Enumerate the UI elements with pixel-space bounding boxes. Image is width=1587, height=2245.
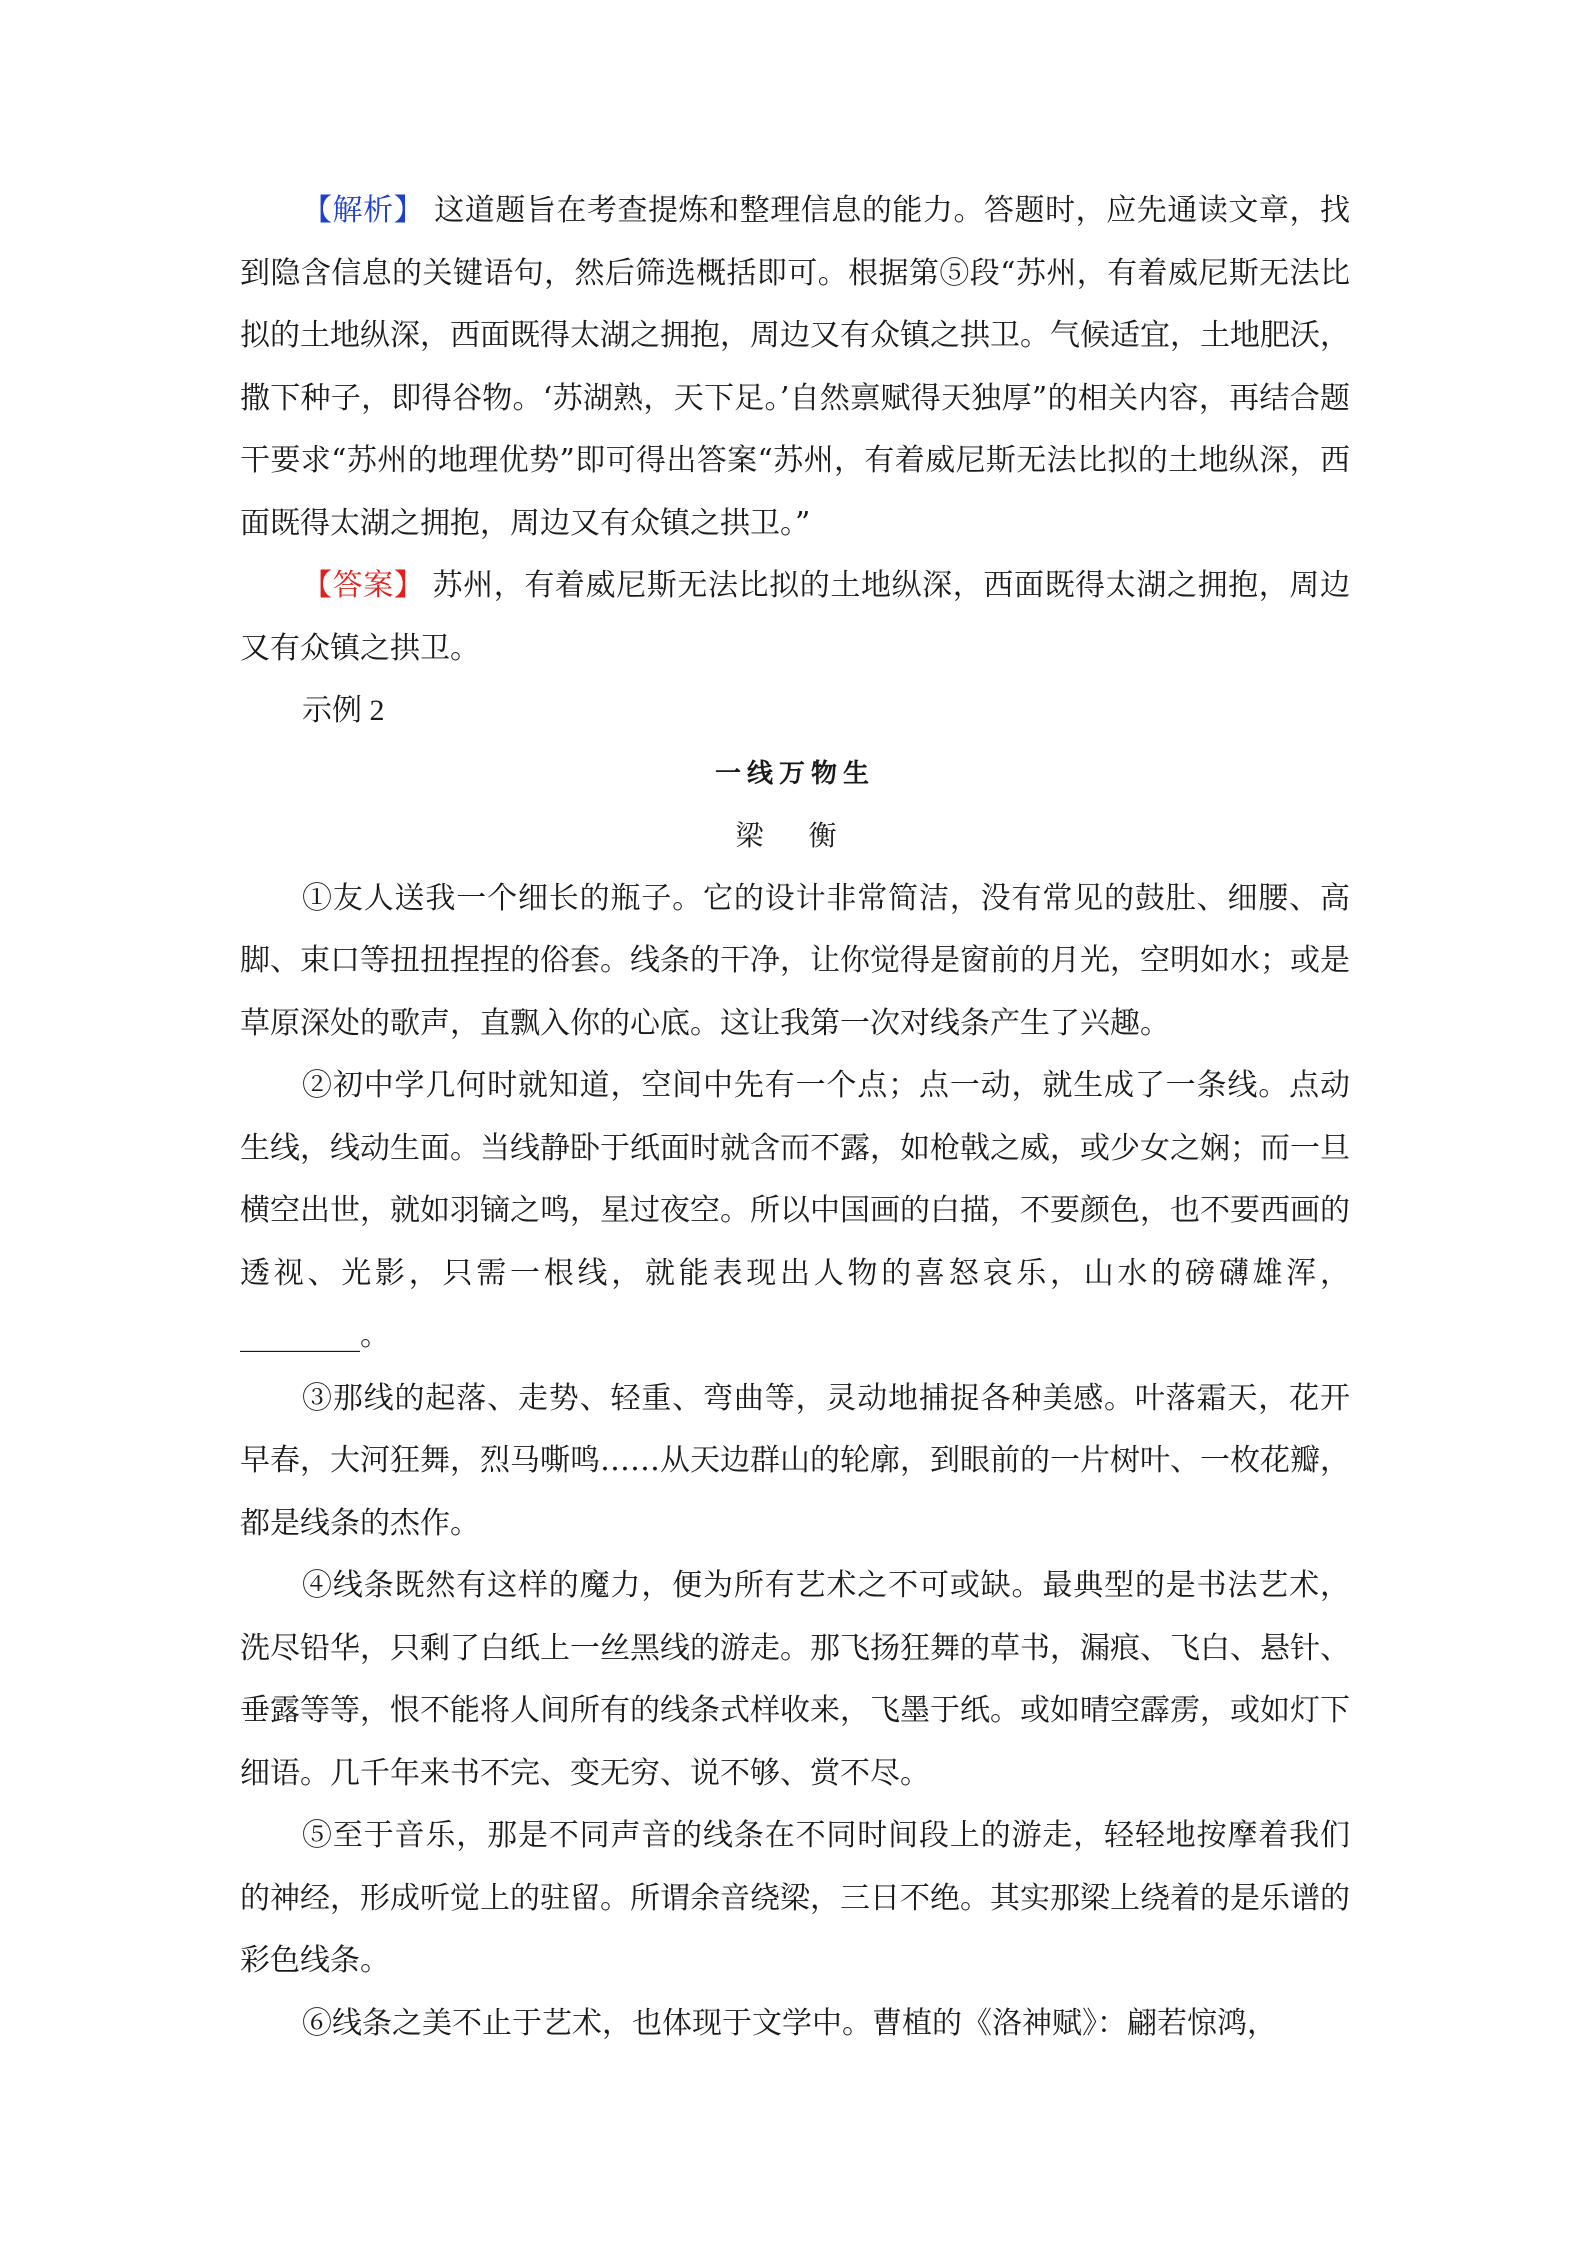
answer-paragraph [240, 555, 1350, 680]
article-author: 梁 衡 [735, 819, 855, 852]
answer-text: 苏州，有着威尼斯无法比拟的土地纵深，西面既得太湖之拥抱，周边又有众镇之拱卫。 [240, 569, 1351, 665]
article-paragraph-4: ④线条既然有这样的魔力，便为所有艺术之不可或缺。最典型的是书法艺术，洗尽铅华，只剩了白纸上一丝黑线的游走。那飞扬狂舞的草书，漏痕、飞白、悬针、垂露等等，恨不能将人间所有的线条式样收来，飞墨于纸。或如晴空霹雳，或如灯下细语。几千年来书不完、变无穷、说不够、赏不尽。 [240, 1568, 1350, 1791]
article-paragraph-2: ②初中学几何时就知道，空间中先有一个点；点一动，就生成了一条线。点动生线，线动生面。当线静卧于纸面时就含而不露，如枪戟之威，或少女之娴；而一旦横空出世，就如羽镝之鸣，星过夜空。所以中国画的白描，不要颜色，也不要西画的透视、光影，只需一根线，就能表现出人物的喜怒哀乐，山水的磅礴雄浑，________。 [240, 1068, 1350, 1353]
article-paragraph-5: ⑤至于音乐，那是不同声音的线条在不同时间段上的游走，轻轻地按摩着我们的神经，形成听觉上的驻留。所谓余音绕梁，三日不绝。其实那梁上绕着的是乐谱的彩色线条。 [240, 1818, 1350, 1978]
analysis-paragraph [240, 180, 1350, 555]
article-paragraph-3: ③那线的起落、走势、轻重、弯曲等，灵动地捕捉各种美感。叶落霜天，花开早春，大河狂舞，烈马嘶鸣……从天边群山的轮廓，到眼前的一片树叶、一枚花瓣，都是线条的杰作。 [240, 1380, 1350, 1541]
example-label: 示例 2 [302, 694, 385, 727]
article-paragraph-1: ①友人送我一个细长的瓶子。它的设计非常简洁，没有常见的鼓肚、细腰、高脚、束口等扭扭捏捏的俗套。线条的干净，让你觉得是窗前的月光，空明如水；或是草原深处的歌声，直飘入你的心底。这让我第一次对线条产生了兴趣。 [240, 880, 1350, 1041]
article-paragraph-6: ⑥线条之美不止于艺术，也体现于文学中。曹植的《洛神赋》：翩若惊鸿， [302, 2005, 1277, 2041]
article-title: 一线万物生 [714, 758, 875, 789]
analysis-text: 这道题旨在考查提炼和整理信息的能力。答题时，应先通读文章，找到隐含信息的关键语句，然后筛选概括即可。根据第⑤段“苏州，有着威尼斯无法比拟的土地纵深，西面既得太湖之拥抱，周边又有众镇之拱卫。气候适宜，土地肥沃，撒下种子，即得谷物。‘苏湖熟，天下足。’自然禀赋得天独厚”的相关内容，再结合题干要求“苏州的地理优势”即可得出答案“苏州，有着威尼斯无法比拟的土地纵深，西面既得太湖之拥抱，周边又有众镇之拱卫。” [240, 193, 1350, 541]
analysis-label: 【解析】 [302, 193, 425, 228]
document-content [240, 180, 1350, 2055]
answer-label: 【答案】 [302, 568, 425, 603]
